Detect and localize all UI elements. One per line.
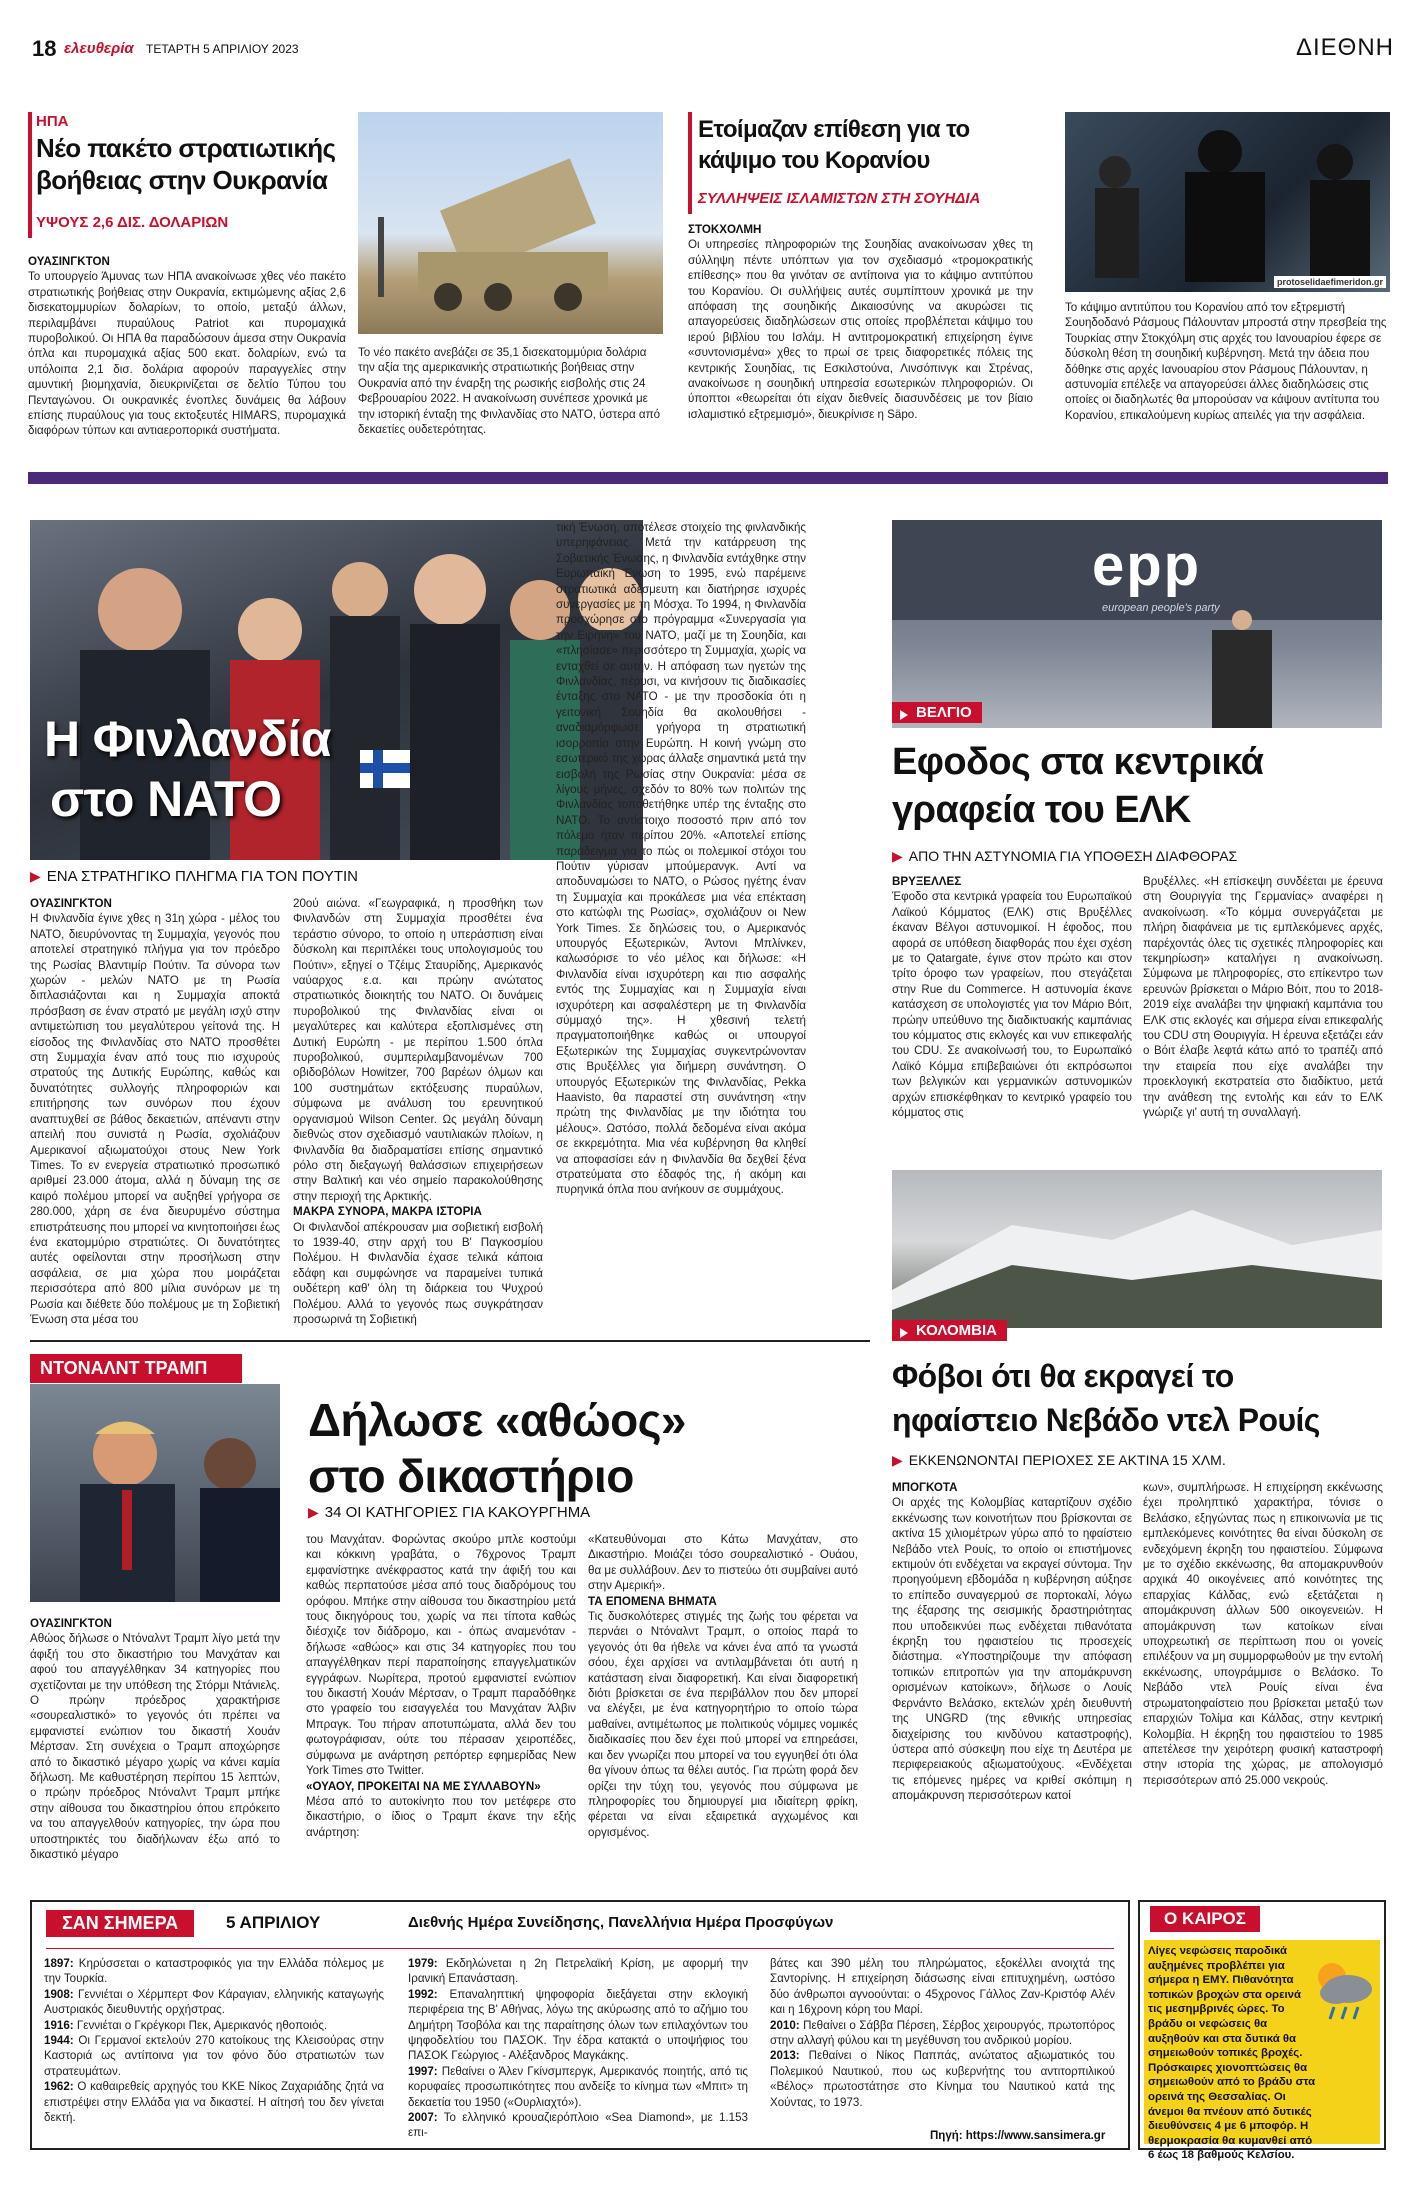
list-item: 1997: Πεθαίνει ο Άλεν Γκίνσμπεργκ, Αμερικανός ποιητής, από τις κορυφαίες προσωπικότητες που ανδείξε το κίνημα των «Μπιτ» τη δεκαετία του 1950 («Ουρλιαχτό»). [408,2064,748,2109]
trump-col1-text: Αθώος δήλωσε ο Ντόναλντ Τραμπ λίγο μετά την άφιξή του στο δικαστήριο του Μανχάταν και αφού του απαγγέλθηκαν 34 κατηγορίες που σχετίζονται με την υπόθεση της Στόρμι Ντάνιελς. Ο πρώην πρόεδρος χαρακτήρισε «σουρεαλιστικό» το γεγονός ότι πρέπει να εμφανιστεί ενώπιον του δικαστή Χουάν Μέρτσαν. Στη συνέχεια ο Τραμπ αποχώρησε από το δικαστικό μέγαρο χωρίς να κάνει καμία δήλωση. Με καθυστέρηση περίπου 15 λεπτών, ο πρώην πρόεδρος Ντόναλντ Τραμπ μπήκε στην αίθουσα του δικαστηρίου όπου επρόκειτο να του απαγγελθούν κατηγορίες, την ώρα που υποστηρικτές του διαδήλωναν έξω από το δικαστικό μέγαρο [30,1632,280,1862]
epp-col2-text: Βρυξέλλες. «Η επίσκεψη συνδέεται με έρευνα στη Θουριγγία της Γερμανίας» αναφέρει η ανακοίνωση. «Το κόμμα συνεργάζεται με πλήρη διαφάνεια με τις εμπλεκόμενες αρχές, παρέχοντάς όλες τις σχετικές πληροφορίες και τεκμηρίωση» καταλήγει η ανακοίνωση. Σύμφωνα με πληροφορίες, στο επίκεντρο των ερευνών βρίσκεται ο Μάριο Βόιτ, που το 2018-2019 είχε αναλάβει την ψηφιακή καμπάνια του ΕΛΚ στις εκλογές και σήμερα είναι επικεφαλής του CDU στη Θουριγγία. Η έρευνα εξετάζει εάν ο Βόιτ έλαβε λεφτά κάτω από το τραπέζι από την εταιρεία που είχε αναλάβει την προεκλογική εκστρατεία στο διαδίκτυο, μετά την ανάθεση της εντολής και εάν το ΕΛΚ γνώριζε γι' αυτή τη συναλλαγή. [1143,875,1383,1120]
san-simera-source: Πηγή: https://www.sansimera.gr [930,2130,1106,2142]
san-simera-col-3 [770,1956,1115,2126]
sweden-story-title: Ετοίμαζαν επίθεση για το κάψιμο του Κορανίου [698,116,970,174]
trump-col3b-text: Τις δυσκολότερες στιγμές της ζωής του φέρεται να περνάει ο Ντόναλντ Τραμπ, ο οποίος παρά το γεγονός ότι θα ήθελε να κάνει ένα από τα γνωστά σόου, έχει αρχίσει να αντιλαμβάνεται ότι αυτή η κατάσταση είναι διαφορετική. Και είναι διαφορετική διότι βρίσκεται σε ένα περιβάλλον που δεν μπορεί να ελέγξει, με ένα κατηγορητήριο το οποίο τώρα μαθαίνει, αντιμέτωπος με πολιτικούς νόμιμες νομικές διαδικασίες που δεν έχει πού μπορεί να επηρεάσει, και δεν γνωρίζει που μπορεί να του εγγυηθεί ότι όλα θα γίνουν όπως τα θέλει αυτός. Για πρώτη φορά δεν ορίζει την τύχη του, γεγονός που σύμφωνα με πληροφορίες του δημιουργεί μια ιδιαίτερη φρίκη, φέρεται να είναι εξαιρετικά αγχωμένος και οργισμένος. [588,1610,858,1839]
epp-col-1 [892,874,1132,1142]
list-item: 2013: Πεθαίνει ο Νίκος Παππάς, ανώτατος αξιωματικός του Πολεμικού Ναυτικού, που ως κυβερνήτης του αντιτορπιλικού «Βέλος» πρωτοστάτησε στο Κίνημα του Ναυτικού κατά της Χούντας, το 1973. [770,2049,1115,2109]
san-simera-date: 5 ΑΠΡΙΛΙΟΥ [226,1913,321,1932]
swedish-police-photo [1065,112,1390,292]
epp-dateline: ΒΡΥΞΕΛΛΕΣ [892,875,962,888]
usa-story-caption: Το νέο πακέτο ανεβάζει σε 35,1 δισεκατομμύρια δολάρια την αξία της αμερικανικής στρατιωτικής βοήθειας στην Ουκρανία από την έναρξη της ρωσικής εισβολής στις 24 Φεβρουαρίου 2022. Η ανακοίνωση συνέπεσε χρονικά με την ιστορική ένταξη της Φινλανδίας στο ΝΑΤΟ, ύστερα από δεκαετίες ουδετερότητας. [358,346,661,437]
list-item: 1962: Ο καθαιρεθείς αρχηγός του ΚΚΕ Νίκος Ζαχαριάδης ζητά να επιστρέψει στην Ελλάδα για να δικαστεί. Η αίτησή του δεν γίνεται δεκτή. [44,2080,384,2125]
san-simera-col-1 [44,1956,384,2146]
page-header [28,30,1398,70]
finland-col2-heading: ΜΑΚΡΑ ΣΥΝΟΡΑ, ΜΑΚΡΑ ΙΣΤΟΡΙΑ [293,1205,482,1219]
colombia-story-subtitle [892,1452,1226,1469]
finland-col3-text: τική Ένωση, αποτέλεσε στοιχείο της φινλανδικής υπερηφάνειας. Μετά την κατάρρευση της Σοβιετικής Ένωσης, η Φινλανδία εντάχθηκε στην Ευρωπαϊκή Ένωση το 1995, ενώ παρέμεινε στρατιωτικά αδέσμευτη και διατήρησε ισχυρές συνεργασίες με τη Μόσχα. Το 1994, η Φινλανδία προσχώρησε στο πρόγραμμα «Συνεργασία για την Ειρήνη» του ΝΑΤΟ, μαζί με τη Σουηδία, και «πλησίασε» περισσότερο τη Συμμαχία, χωρίς να ενταχθεί σε αυτήν. Η απόφαση των ηγετών της Φινλανδίας, πέρυσι, να κινήσουν τις διαδικασίες ένταξης στο ΝΑΤΟ - με την προσδοκία ότι η γειτονική Σουηδία θα ακολουθήσει - αναδιαμόρφωσε γρήγορα τη στρατιωτική ισορροπία στην Ευρώπη. Η κοινή γνώμη στο εσωτερικό της χώρας άλλαξε σημαντικά μετά την εισβολή της Ρωσίας στην Ουκρανία: μέσα σε λίγους μήνες, σχεδόν το 80% των πολιτών της Φινλανδίας τοποθετήθηκε υπέρ της ένταξης στο ΝΑΤΟ. Το αντίστοιχο ποσοστό πριν από τον πόλεμο ήταν περίπου 20%. «Αποτελεί επίσης παράδειγμα για το πώς οι πολεμικοί στόχοι του Πούτιν γύρισαν μπούμερανγκ. Αντί να αποδυναμώσει το ΝΑΤΟ, ο Ρώσος ηγέτης έναν τη Συμμαχία και προκάλεσε μια νέα επέκταση στο κατώφλι της Ρωσίας», σχολιάζουν οι New York Times. Σε δηλώσεις του, ο Αμερικανός υπουργός Εξωτερικών, Άντονι Μπλίνκεν, καλωσόρισε το νέο μέλος και δήλωσε: «Η Φινλανδία είναι ισχυρότερη και πιο ασφαλής εντός της Συμμαχίας και η Συμμαχία είναι ισχυρότερη και ασφαλέστερη με τη Φινλανδία σύμμαχό της». Η χθεσινή τελετή πραγματοποιήθηκε καθώς οι υπουργοί Εξωτερικών της Συμμαχίας συγκεντρώνονταν στις Βρυξέλλες για διήμερη συνάντηση. Ο υπουργός Εξωτερικών της Φινλανδίας, Pekka Haavisto, θα παραστεί στη συνάντηση «την πρώτη της Φινλανδίας με την ιδιότητα του μέλους». Ωστόσο, πολλά δεδομένα είναι ακόμα σε εκκρεμότητα. Μια νέα κυβέρνηση θα κληθεί να αποφασίσει εάν η Φινλανδία θα δεχθεί ξένα στρατεύματα στο έδαφός της, ή ακόμη και πυρηνικά όπλα που ανήκουν σε συμμάχους. [556,521,806,1197]
trump-story-subtitle [308,1504,590,1521]
trump-subtitle-text: 34 ΟΙ ΚΑΤΗΓΟΡΙΕΣ ΓΙΑ ΚΑΚΟΥΡΓΗΜΑ [324,1504,591,1521]
usa-story-dateline: ΟΥΑΣΙΝΓΚΤΟΝ [28,255,110,268]
section-divider [28,472,1388,484]
finland-story-subtitle [30,868,643,885]
san-simera-label: ΣΑΝ ΣΗΜΕΡΑ [46,1910,194,1937]
trump-col-3 [588,1532,858,1864]
epp-col-2 [1143,874,1383,1142]
finland-col2a-text: 20ού αιώνα. «Γεωγραφικά, η προσθήκη των Φινλανδών στη Συμμαχία προσθέτει ένα τεράστιο σύνορο, το οποίο η υπεράσπιση είναι δύσκολη και περιπλέκει τους υπολογισμούς του Πούτιν», εξηγεί ο Τζέιμς Σταυρίδης, Αμερικανός ναύαρχος ε.α. και πρώην ανώτατος στρατιωτικός διοικητής του ΝΑΤΟ. Οι δυνάμεις πυροβολικού της Φινλανδίας είναι οι μεγαλύτερες και καλύτερα εξοπλισμένες στη Δυτική Ευρώπη - με περίπου 1.500 όπλα πυροβολικού, συμπεριλαμβανομένων 700 οβιδοβόλων Howitzer, 700 βαρέων όλμων και 100 συστημάτων εκτόξευσης πυραύλων, σύμφωνα με ανάλυση του ερευνητικού οργανισμού Wilson Center. Ως μεγάλη δύναμη διεθνώς στον σχεδιασμό ναυτιλιακών πλοίων, η Φινλανδία θα διαδραματίσει επίσης σημαντικό ρόλο στη διεξαγωγή θαλάσσιων επιχειρήσεων στην Βαλτική και νέο σημείο παρακολούθησης στην περιοχή της Αρκτικής. [293,897,543,1203]
list-item: 2007: Το ελληνικό κρουαζιερόπλοιο «Sea Diamond», με 1.153 επι- [408,2111,748,2140]
epp-logo-sub: european people's party [1102,602,1220,614]
photo-credit: protoselidaefimeridon.gr [1274,276,1386,288]
sweden-story-body [688,222,1033,448]
patriot-photo [358,112,663,334]
subtitle-triangle-icon: ▶ [30,868,41,884]
subtitle-triangle-icon: ▶ [308,1504,319,1520]
finland-col1-text: Η Φινλανδία έγινε χθες η 31η χώρα - μέλος του ΝΑΤΟ, διευρύνοντας τη Συμμαχία, γεγονός που αποτελεί στρατηγικό πλήγμα για τον πρόεδρο της Ρωσίας Βλαντιμίρ Πούτιν. Τα σύνορα των χωρών - μελών ΝΑΤΟ με τη Ρωσία διπλασιάζονται και η Συμμαχία αποκτά πρόσβαση σε έναν στρατό με μεγάλη ισχύ στην αντιμετώπιση του μεγαλύτερου γείτονά της. Η είσοδος της Φινλανδίας στο ΝΑΤΟ προσθέτει στη Συμμαχία έναν από τους πιο ισχυρούς στρατούς της Δυτικής Ευρώπης, καθώς και δυνατότητες συλλογής πληροφοριών και επιτήρησης των συνόρων που έχουν αναπτυχθεί σε βάθος δεκαετιών, απέναντι στην απειλή που συνιστά η Ρωσία, σχολιάζουν Αμερικανοί αξιωματούχοι στους New York Times. Το εν ενεργεία στρατιωτικό προσωπικό αριθμεί 23.000 άτομα, αλλά η δύναμη της σε καιρό πολέμου μπορεί να αυξηθεί γρήγορα σε 280.000, χάρη σε ένα διευρυμένο σύστημα επιστράτευσης που μπορεί να κινητοποιήσει έως ένα εκατομμύριο στρατιώτες. Οι δυνατότητες αυτές οφείλονται στην προσήλωση στην ασφάλεια, σε μια χώρα που μοιράζεται περισσότερα από 800 μίλια συνόρων με τη Ρωσία και διέθετε δύο πολέμους με τη Σοβιετική Ένωση στα μέσα του [30,912,280,1326]
colombia-col-2 [1143,1480,1383,1864]
trump-col3a-text: «Κατευθύνομαι στο Κάτω Μανχάταν, στο Δικαστήριο. Μοιάζει τόσο σουρεαλιστικό - Ουάου, θα με συλλάβουν. Δεν το πιστεύω ότι συμβαίνει αυτό στην Αμερική». [588,1533,858,1593]
epp-story-subtitle [892,848,1237,865]
trump-label: ΝΤΟΝΑΛΝΤ ΤΡΑΜΠ [30,1354,242,1383]
trump-courthouse-illustration [30,1384,280,1602]
weather-label: Ο ΚΑΙΡΟΣ [1150,1906,1260,1932]
sweden-story-caption: Το κάψιμο αντιτύπου του Κορανίου από τον εξτρεμιστή Σουηδοδανό Ράσμους Πάλουνταν μπροστά στην πρεσβεία της Τουρκίας στην Στοκχόλμη στις αρχές του Ιανουαρίου έφερε σε δύσκολη θέση τη σουηδική κυβέρνηση. Μετά την άδεια που δόθηκε στις αρχές Ιανουαρίου στον Ράσμους Πάλουνταν, η αστυνομία επέλεξε να απαγορεύσει άλλες διαδηλώσεις στις οποίες οι διαδηλωτές θα μπορούσαν να κάψουν αντίτυπα του Κορανίου, επικαλούμενη κυρίως απειλές για την ασφάλεια. [1065,301,1387,422]
finland-col-3 [556,520,806,1330]
finland-col-2 [293,896,543,1330]
list-item: 1979: Εκδηλώνεται η 2η Πετρελαϊκή Κρίση, με αφορμή την Ιρανική Επανάσταση. [408,1957,748,1986]
colombia-col1-text: Οι αρχές της Κολομβίας καταρτίζουν σχέδιο εκκένωσης των κοινοτήτων που βρίσκονται σε ακτίνα 15 χιλιομέτρων γύρω από το ηφαίστειο Νεβάδο ντελ Ρουίς, το οποίο οι επιστήμονες εκτιμούν ότι ενδέχεται να εκραγεί σύντομα. Την προηγούμενη εβδομάδα η κυβέρνηση αύξησε το επίπεδο συναγερμού σε πορτοκαλί, λόγω της έξαρσης της σεισμικής δραστηριότητας που υποδεικνύει πως ενδέχεται πιθανότατα έκρηξη του ηφαιστείου τις προσεχείς διάστημα. «Υποστηρίζουμε την απόφαση τοπικών επιτροπών για την απομάκρυνση ορισμένων κατοίκων», δήλωσε ο Λουίς Φερνάντο Βελάσκο, εκτελών χρέη διευθυντή της UNGRD (της εθνικής υπηρεσίας διαχείρισης του κινδύνου καταστροφής), ύστερα από σύσκεψη που είχε τη Δευτέρα με περιφερειακούς αξιωματούχους. «Ενδέχεται τις επόμενες ημέρες να κριθεί σκόπιμη η απομάκρυνση περισσότερων κατοί [892,1496,1132,1803]
finland-dateline: ΟΥΑΣΙΝΓΚΤΟΝ [30,897,112,910]
colombia-story-title: Φόβοι ότι θα εκραγεί το ηφαίστειο Νεβάδο ντελ Ρουίς [892,1358,1320,1438]
page-number: 18 [32,36,57,61]
trump-col2-text: του Μανχάταν. Φορώντας σκούρο μπλε κοστούμι και κόκκινη γραβάτα, ο 76χρονος Τραμπ εμφανίστηκε ανέκφραστος κατά την άφιξή του και καθώς περπατούσε μέσα από τους διαδρόμους του ορόφου. Μπήκε στην αίθουσα του δικαστηρίου μετά τους δικηγόρους του, χωρίς να πει τίποτα καθώς διέσχιζε τον διάδρομο, και - όπως αναμενόταν - δήλωσε «αθώος» και στις 34 κατηγορίες που του απαγγέλθηκαν περί παραποίησης επαγγελματικών εγγράφων. Νωρίτερα, προτού εμφανιστεί ενώπιον του δικαστή Χουάν Μέρτσαν, ο Τραμπ παραδόθηκε στο γραφείο του εισαγγελέα του Μανχάταν Άλβιν Μπραγκ. Του πήραν αποτυπώματα, αλλά δεν του φωτογράφισαν, ούτε του πέρασαν χειροπέδες, σύμφωνα με ανάρτηση ρεπόρτερ εφημερίδας New York Times στο Twitter. [306,1533,576,1778]
finland-photo-title-2: στο ΝΑΤΟ [50,771,282,827]
usa-story-subtitle: ΥΨΟΥΣ 2,6 ΔΙΣ. ΔΟΛΑΡΙΩΝ [36,214,229,231]
trump-col-1 [30,1616,280,1864]
colombia-dateline: ΜΠΟΓΚΟΤΑ [892,1481,958,1494]
trump-col2b-text: Μέσα από το αυτοκίνητο που τον μετέφερε στο δικαστήριο, ο ίδιος ο Τραμπ έκανε την εξής ανάρτηση: [306,1794,576,1839]
sweden-story-dateline: ΣΤΟΚΧΟΛΜΗ [688,223,762,236]
colombia-col2-text: κων», συμπλήρωσε. Η επιχείρηση εκκένωσης έχει προληπτικό χαρακτήρα, τόνισε ο Βελάσκο, εξηγώντας πως η επικοινωνία με τις εμπλεκόμενες κοινότητες θα είναι δύσκολη σε ενδεχόμενη έκρηξη του ηφαιστείου. Σύμφωνα με το σχέδιο εκκένωσης, θα απομακρυνθούν αρχικά 40 οικογένειες από κοινότητες της επαρχίας Κάλδας, ενώ εξετάζεται η απομάκρυνση άλλων 500 οικογενειών. Η απομάκρυνση των κατοίκων είναι υποχρεωτική σε περίπτωση που οι γονείς επιλέξουν να μη συμμορφωθούν με την εντολή εκκένωσης, υπογράμμισε ο Βελάσκο. Το Νεβάδο ντελ Ρουίς είναι ένα στρωματοηφαίστειο που βρίσκεται μεταξύ των επαρχιών Τολίμα και Κάλδας, στην κεντρική Κολομβία. Η έκρηξη του ηφαιστείου το 1985 απετέλεσε την χειρότερη φυσική καταστροφή στην ιστορία της χώρας, με απολογισμό περισσότερων από 25.000 νεκρούς. [1143,1481,1383,1787]
usa-story-title: Νέο πακέτο στρατιωτικής βοήθειας στην Ουκρανία [36,133,336,195]
trump-divider [30,1340,870,1342]
list-item: 1897: Κηρύσσεται ο καταστροφικός για την Ελλάδα πόλεμος με την Τουρκία. [44,1957,384,1986]
usa-story-text: Το υπουργείο Άμυνας των ΗΠΑ ανακοίνωσε χθες νέο πακέτο στρατιωτικής βοήθειας στην Ουκρανία, εκτιμώμενης αξίας 2,6 δισεκατομμυρίων δολαρίων, το οποίο, μεταξύ άλλων, περιλαμβάνει πυραύλους Patriot και πυρομαχικά πυροβολικού. Οι ΗΠΑ θα παραδώσουν άμεσα στην Ουκρανία όπλα και πυρομαχικά αξίας 500 εκατ. δολαρίων, ενώ τα υπόλοιπα 2,1 δισ. δολάρια αφορούν παραγγελίες στην αμυντική βιομηχανία, διευκρινίζεται σε δελτίο Τύπου του Πενταγώνου. Οι ουκρανικές ένοπλες δυνάμεις θα λάβουν επίσης πυραύλους για τους εκτοξευτές HIMARS, πυρομαχικά διαφόρων τύπων και αντιαεροπορικά συστήματα. [28,270,346,438]
list-item: 1916: Γεννιέται ο Γκρέγκορι Πεκ, Αμερικανός ηθοποιός. [44,2018,328,2032]
trump-photo [30,1384,280,1602]
san-simera-rule [46,1948,1114,1949]
epp-story-title: Εφοδος στα κεντρικά γραφεία του ΕΛΚ [892,741,1264,831]
colombia-subtitle-text: ΕΚΚΕΝΩΝΟΝΤΑΙ ΠΕΡΙΟΧΕΣ ΣΕ ΑΚΤΙΝΑ 15 ΧΛΜ. [908,1452,1226,1468]
issue-date: ΤΕΤΑΡΤΗ 5 ΑΠΡΙΛΙΟΥ 2023 [146,42,299,56]
epp-logo: epp [1092,533,1202,598]
trump-col-2 [306,1532,576,1864]
list-item: 1908: Γεννιέται ο Χέρμπερτ Φον Κάραγιαν, ελληνικής καταγωγής Αυστριακός διευθυντής ορχήστρας. [44,1987,385,2017]
list-item: 2010: Πεθαίνει ο Σάββα Πέρσεη, Σέρβος χειρουργός, πρωτοπόρος στην αλλαγή φύλου και τη μεγέθυνση του ανδρικού μορίου. [770,2018,1115,2048]
police-officers-illustration [1065,112,1390,292]
colombia-col-1 [892,1480,1132,1864]
trump-col2-heading: «ΟΥΑΟΥ, ΠΡΟΚΕΙΤΑΙ ΝΑ ΜΕ ΣΥΛΛΑΒΟΥΝ» [306,1779,541,1793]
list-item: βάτες και 390 μέλη του πληρώματος, εξοκέλλει ανοιχτά της Σαντορίνης. Η επιχείρηση διάσωσης είναι επιτυχημένη, ωστόσο δύο άνθρωποι αγνοούνται: ο 45χρονος Γάλλος Ζαν-Κριστόφ Αλέν και η 16χρονη κόρη του Μαρί. [770,1957,1115,2017]
colombia-label: ΚΟΛΟΜΒΙΑ [892,1320,1007,1341]
subtitle-triangle-icon: ▶ [892,1452,903,1468]
san-simera-col-2 [408,1956,748,2146]
nato-ceremony-photo [30,520,643,860]
epp-headquarters-photo [892,520,1382,728]
trump-col3-heading: ΤΑ ΕΠΟΜΕΝΑ ΒΗΜΑΤΑ [588,1594,717,1608]
sweden-story-text: Οι υπηρεσίες πληροφοριών της Σουηδίας ανακοίνωσαν χθες τη σύλληψη πέντε υπόπτων για τον σχεδιασμό «τρομοκρατικής επίθεσης» που θα γινόταν σε αντίποινα για το κάψιμο αντιτύπου του Κορανίου. Οι συλλήψεις αυτές συμπίπτουν χρονικά με την απόφαση της σουηδικής Δικαιοσύνης να ακυρώσει τις απαγορεύσεις διαδηλώσεων στις οποίες προβλέπεται κάψιμο του ιερού βιβλίου του Ισλάμ. Η αντιτρομοκρατική επιχείρηση έγινε «συντονισμένα» χθες το πρωί σε τρεις διαφορετικές πόλεις της κεντρικής Σουηδίας, τις Εσκιλστούνα, Λινσόπινγκ και Στρένας, ανακοίνωσε η σουηδική υπηρεσία εσωτερικών πληροφοριών. Οι ύποπτοι «θεωρείται ότι είχαν διεθνείς διασυνδέσεις με τον βίαιο ισλαμιστικό εξτρεμισμό», διευκρίνισε η Säpo. [688,238,1033,421]
patriot-launcher-illustration [358,112,663,334]
section-title: ΔΙΕΘΝΗ [1295,34,1394,61]
epp-col1-text: Έφοδο στα κεντρικά γραφεία του Ευρωπαϊκού Λαϊκού Κόμματος (ΕΛΚ) στις Βρυξέλλες έκαναν Βέλγοι αστυνομικοί. Η έφοδος, που αφορά σε υπόθεση διαφθοράς που έχει σχέση με το Qatargate, έγινε στον πρώτο και στον τρίτο όροφο των γραφείων, που στεγάζεται στην Rue du Commerce. Η αστυνομία έκανε κατάσχεση σε υπολογιστές για τον Μάριο Βόιτ, πρώην υπεύθυνο της διαδικτυακής καμπάνιας του κόμματος στις εκλογές και νυν επικεφαλής του CDU. Σε ανακοίνωσή του, το Ευρωπαϊκό Λαϊκό Κόμμα επιβεβαιώνει ότι εκπρόσωποι των βελγικών και γερμανικών αστυνομικών αρχών επισκέφθηκαν το κεντρικό γραφείο του κόμματος στις [892,890,1132,1120]
weather-text: Λίγες νεφώσεις παροδικά αυξημένες προβλέπει για σήμερα η ΕΜΥ. Πιθανότητα τοπικών βροχών στα ορεινά τις μεσημβρινές ώρες. Το βράδυ οι νεφώσεις θα αυξηθούν και στα δυτικά θα σημειωθούν τοπικές βροχές. Πρόσκαιρες χιονοπτώσεις θα σημειωθούν από το βράδυ στα ορεινά της Θεσσαλίας. Οι άνεμοι θα πνέουν από δυτικές διευθύνσεις 4 με 6 μποφόρ. Η θερμοκρασία θα κυμανθεί από 6 έως 18 βαθμούς Κελσίου. [1148,1945,1316,2162]
trump-dateline: ΟΥΑΣΙΝΓΚΤΟΝ [30,1617,112,1630]
finland-subtitle-text: ΕΝΑ ΣΤΡΑΤΗΓΙΚΟ ΠΛΗΓΜΑ ΓΙΑ ΤΟΝ ΠΟΥΤΙΝ [46,868,359,885]
volcano-photo [892,1170,1382,1328]
list-item: 1944: Οι Γερμανοί εκτελούν 270 κατοίκους της Κλεισούρας στην Καστοριά ως αντίποινα για τον φόνο δύο στρατιωτών των στρατευμάτων. [44,2034,384,2078]
san-simera-observance: Διεθνής Ημέρα Συνείδησης, Πανελλήνια Ημέρα Προσφύγων [408,1914,834,1931]
finland-col2b-text: Οι Φινλανδοί απέκρουσαν μια σοβιετική εισβολή το 1939-40, στην αρχή του Β' Παγκοσμίου Πολέμου. Η Φινλανδία έχασε τελικά κάποια εδάφη και συμφώνησε να παραμείνει τυπικά ουδέτερη καθ' όλη τη διάρκεια του Ψυχρού Πολέμου. Αλλά το γεγονός πως συγκράτησαν προσωρινά τη Σοβιετική [293,1220,543,1326]
subtitle-triangle-icon: ▶ [892,848,903,864]
list-item: 1992: Επαναληπτική ψηφοφορία διεξάγεται στην εκλογική περιφέρεια της Β' Αθήνας, λόγω της ακύρωσης από το αζήμιο του Δημήτρη Τσοβόλα και της παραίτησης όλων των επιλαχόντων του ψηφοδελτίου του ΠΑΣΟΚ. Την έδρα κατακτά ο υποψήφιος του ΠΑΣΟΚ Γεώργιος - Αλέξανδρος Μαγκάκης. [408,1987,748,2063]
sweden-story-subtitle: ΣΥΛΛΗΨΕΙΣ ΙΣΛΑΜΙΣΤΩΝ ΣΤΗ ΣΟΥΗΔΙΑ [698,190,981,207]
finland-photo-title-1: Η Φινλανδία [44,711,331,767]
usa-story-kicker: ΗΠΑ [36,113,69,130]
nevado-del-ruiz-illustration [892,1170,1382,1328]
cloud-rain-icon [1310,1955,1378,2025]
usa-story-body [28,254,346,444]
usa-story-bar [28,112,32,238]
sweden-story-bar [688,112,692,214]
trump-story-title: Δήλωσε «αθώος» στο δικαστήριο [308,1394,686,1502]
brand-logo: ελευθερία [64,40,134,57]
epp-subtitle-text: ΑΠΟ ΤΗΝ ΑΣΤΥΝΟΜΙΑ ΓΙΑ ΥΠΟΘΕΣΗ ΔΙΑΦΘΟΡΑΣ [908,848,1238,864]
belgium-label: ΒΕΛΓΙΟ [892,702,982,723]
finland-col-1 [30,896,280,1330]
